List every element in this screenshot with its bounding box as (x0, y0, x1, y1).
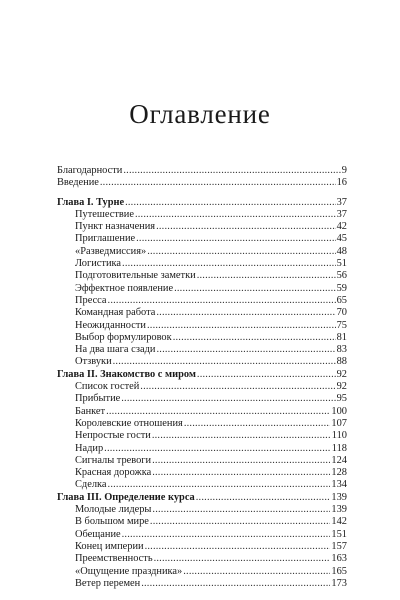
toc-section-label: Сделка (75, 479, 107, 491)
toc-section-label: Конец империи (75, 540, 144, 552)
toc-section-page: 59 (336, 282, 347, 294)
toc-section[interactable] (57, 344, 347, 356)
toc-section-label: Подготовительные заметки (75, 270, 196, 282)
toc-section-label: Командная работа (75, 307, 156, 319)
dot-leader (122, 529, 331, 541)
dot-leader (108, 479, 331, 491)
toc-section-page: 81 (336, 331, 347, 343)
dot-leader (152, 455, 330, 467)
toc-section[interactable] (57, 332, 347, 344)
dot-leader (197, 270, 336, 282)
toc-section[interactable] (57, 356, 347, 368)
toc-entry-page: 9 (341, 165, 347, 176)
table-of-contents (57, 165, 347, 590)
toc-chapter-label: Глава II. Знакомство с миром (57, 368, 196, 380)
toc-section-page: 163 (331, 553, 347, 565)
toc-section-page: 37 (336, 208, 347, 220)
dot-leader (104, 443, 331, 455)
toc-section[interactable] (57, 270, 347, 282)
toc-section-page: 173 (331, 577, 347, 589)
dot-leader (156, 307, 335, 319)
toc-chapter-page: 139 (331, 491, 347, 503)
toc-section-page: 48 (336, 245, 347, 257)
dot-leader (141, 578, 330, 590)
toc-section-page: 128 (331, 467, 347, 479)
toc-section-page: 42 (336, 221, 347, 233)
toc-section-page: 142 (331, 516, 347, 528)
dot-leader (154, 553, 331, 565)
toc-section[interactable] (57, 553, 347, 565)
toc-section-label: «Ощущение праздника» (75, 565, 183, 577)
toc-section[interactable] (57, 320, 347, 332)
toc-entry-introduction[interactable] (57, 177, 347, 189)
toc-section[interactable] (57, 541, 347, 553)
toc-section[interactable] (57, 406, 347, 418)
dot-leader (122, 258, 336, 270)
toc-section-label: Ветер перемен (75, 577, 141, 589)
toc-section-page: 165 (331, 565, 347, 577)
toc-section[interactable] (57, 418, 347, 430)
toc-section-page: 75 (336, 319, 347, 331)
toc-section-page: 151 (331, 528, 347, 540)
toc-section-page: 134 (331, 479, 347, 491)
dot-leader (173, 332, 336, 344)
dot-leader (125, 197, 336, 209)
toc-section-label: Выбор формулировок (75, 331, 172, 343)
dot-leader (140, 381, 335, 393)
dot-leader (136, 233, 335, 245)
toc-section-label: Надир (75, 442, 104, 454)
toc-section-page: 95 (336, 393, 347, 405)
toc-section-page: 70 (336, 307, 347, 319)
toc-section-label: «Разведмиссия» (75, 245, 147, 257)
toc-section-label: Красная дорожка (75, 467, 152, 479)
toc-section-page: 118 (331, 442, 347, 454)
toc-section[interactable] (57, 209, 347, 221)
toc-section-page: 157 (331, 540, 347, 552)
toc-section-page: 92 (336, 381, 347, 393)
dot-leader (197, 369, 336, 381)
toc-chapter-page: 37 (336, 196, 347, 208)
toc-section[interactable] (57, 566, 347, 578)
dot-leader (100, 177, 336, 189)
dot-leader (147, 246, 335, 258)
toc-section-label: Пункт назначения (75, 221, 156, 233)
dot-leader (135, 209, 336, 221)
dot-leader (123, 165, 340, 177)
toc-section[interactable] (57, 516, 347, 528)
toc-section[interactable] (57, 283, 347, 295)
toc-section-page: 51 (336, 258, 347, 270)
section-spacer (57, 190, 347, 197)
toc-section-label: Королевские отношения (75, 417, 183, 429)
toc-section-label: Преемственность (75, 553, 153, 565)
toc-section[interactable] (57, 221, 347, 233)
toc-section[interactable] (57, 430, 347, 442)
dot-leader (150, 516, 330, 528)
toc-section-label: На два шага сзади (75, 344, 156, 356)
toc-chapter-label: Глава I. Турне (57, 196, 125, 208)
toc-entry-acknowledgements[interactable] (57, 165, 347, 177)
toc-section-label: Приглашение (75, 233, 136, 245)
toc-section-label: Отзвуки (75, 356, 112, 368)
toc-section-page: 110 (331, 430, 347, 442)
dot-leader (152, 504, 330, 516)
toc-section-label: В большом мире (75, 516, 149, 528)
toc-section-label: Непростые гости (75, 430, 151, 442)
toc-section[interactable] (57, 233, 347, 245)
toc-section-page: 83 (336, 344, 347, 356)
toc-entry-page: 16 (336, 177, 347, 189)
toc-chapter-page: 92 (336, 368, 347, 380)
toc-entry-label: Введение (57, 177, 99, 189)
toc-section[interactable] (57, 307, 347, 319)
toc-entry-label: Благодарности (57, 165, 123, 176)
dot-leader (157, 344, 336, 356)
toc-chapter-3[interactable] (57, 492, 347, 504)
toc-section-label: Молодые лидеры (75, 504, 152, 516)
toc-section[interactable] (57, 504, 347, 516)
dot-leader (152, 430, 331, 442)
toc-section[interactable] (57, 455, 347, 467)
dot-leader (152, 467, 330, 479)
dot-leader (174, 283, 336, 295)
toc-section-label: Эффектное появление (75, 282, 174, 294)
toc-section[interactable] (57, 295, 347, 307)
toc-section-label: Банкет (75, 405, 106, 417)
toc-section[interactable] (57, 258, 347, 270)
toc-section-label: Пресса (75, 294, 107, 306)
toc-section-label: Путешествие (75, 208, 134, 220)
toc-section[interactable] (57, 443, 347, 455)
dot-leader (156, 221, 336, 233)
toc-section[interactable] (57, 578, 347, 590)
toc-section-label: Прибытие (75, 393, 121, 405)
dot-leader (147, 320, 336, 332)
toc-section-label: Логистика (75, 258, 122, 270)
toc-section[interactable] (57, 246, 347, 258)
toc-section-page: 107 (331, 417, 347, 429)
toc-section-page: 65 (336, 294, 347, 306)
toc-section-label: Обещание (75, 528, 121, 540)
toc-section-page: 88 (336, 356, 347, 368)
toc-section-page: 124 (331, 454, 347, 466)
toc-section[interactable] (57, 381, 347, 393)
toc-section[interactable] (57, 467, 347, 479)
dot-leader (121, 393, 335, 405)
toc-section-page: 45 (336, 233, 347, 245)
dot-leader (113, 356, 336, 368)
dot-leader (108, 295, 336, 307)
toc-section-label: Список гостей (75, 381, 140, 393)
toc-section-label: Сигналы тревоги (75, 454, 152, 466)
toc-section[interactable] (57, 529, 347, 541)
dot-leader (184, 418, 331, 430)
toc-section-page: 100 (331, 405, 347, 417)
toc-section[interactable] (57, 479, 347, 491)
toc-chapter-label: Глава III. Определение курса (57, 491, 195, 503)
toc-section-label: Неожиданности (75, 319, 146, 331)
dot-leader (196, 492, 331, 504)
toc-chapter-2[interactable] (57, 369, 347, 381)
dot-leader (106, 406, 330, 418)
page-title: Оглавление (129, 99, 271, 129)
dot-leader (145, 541, 331, 553)
toc-chapter-1[interactable] (57, 197, 347, 209)
dot-leader (183, 566, 330, 578)
toc-section-page: 139 (331, 504, 347, 516)
toc-section[interactable] (57, 393, 347, 405)
toc-section-page: 56 (336, 270, 347, 282)
